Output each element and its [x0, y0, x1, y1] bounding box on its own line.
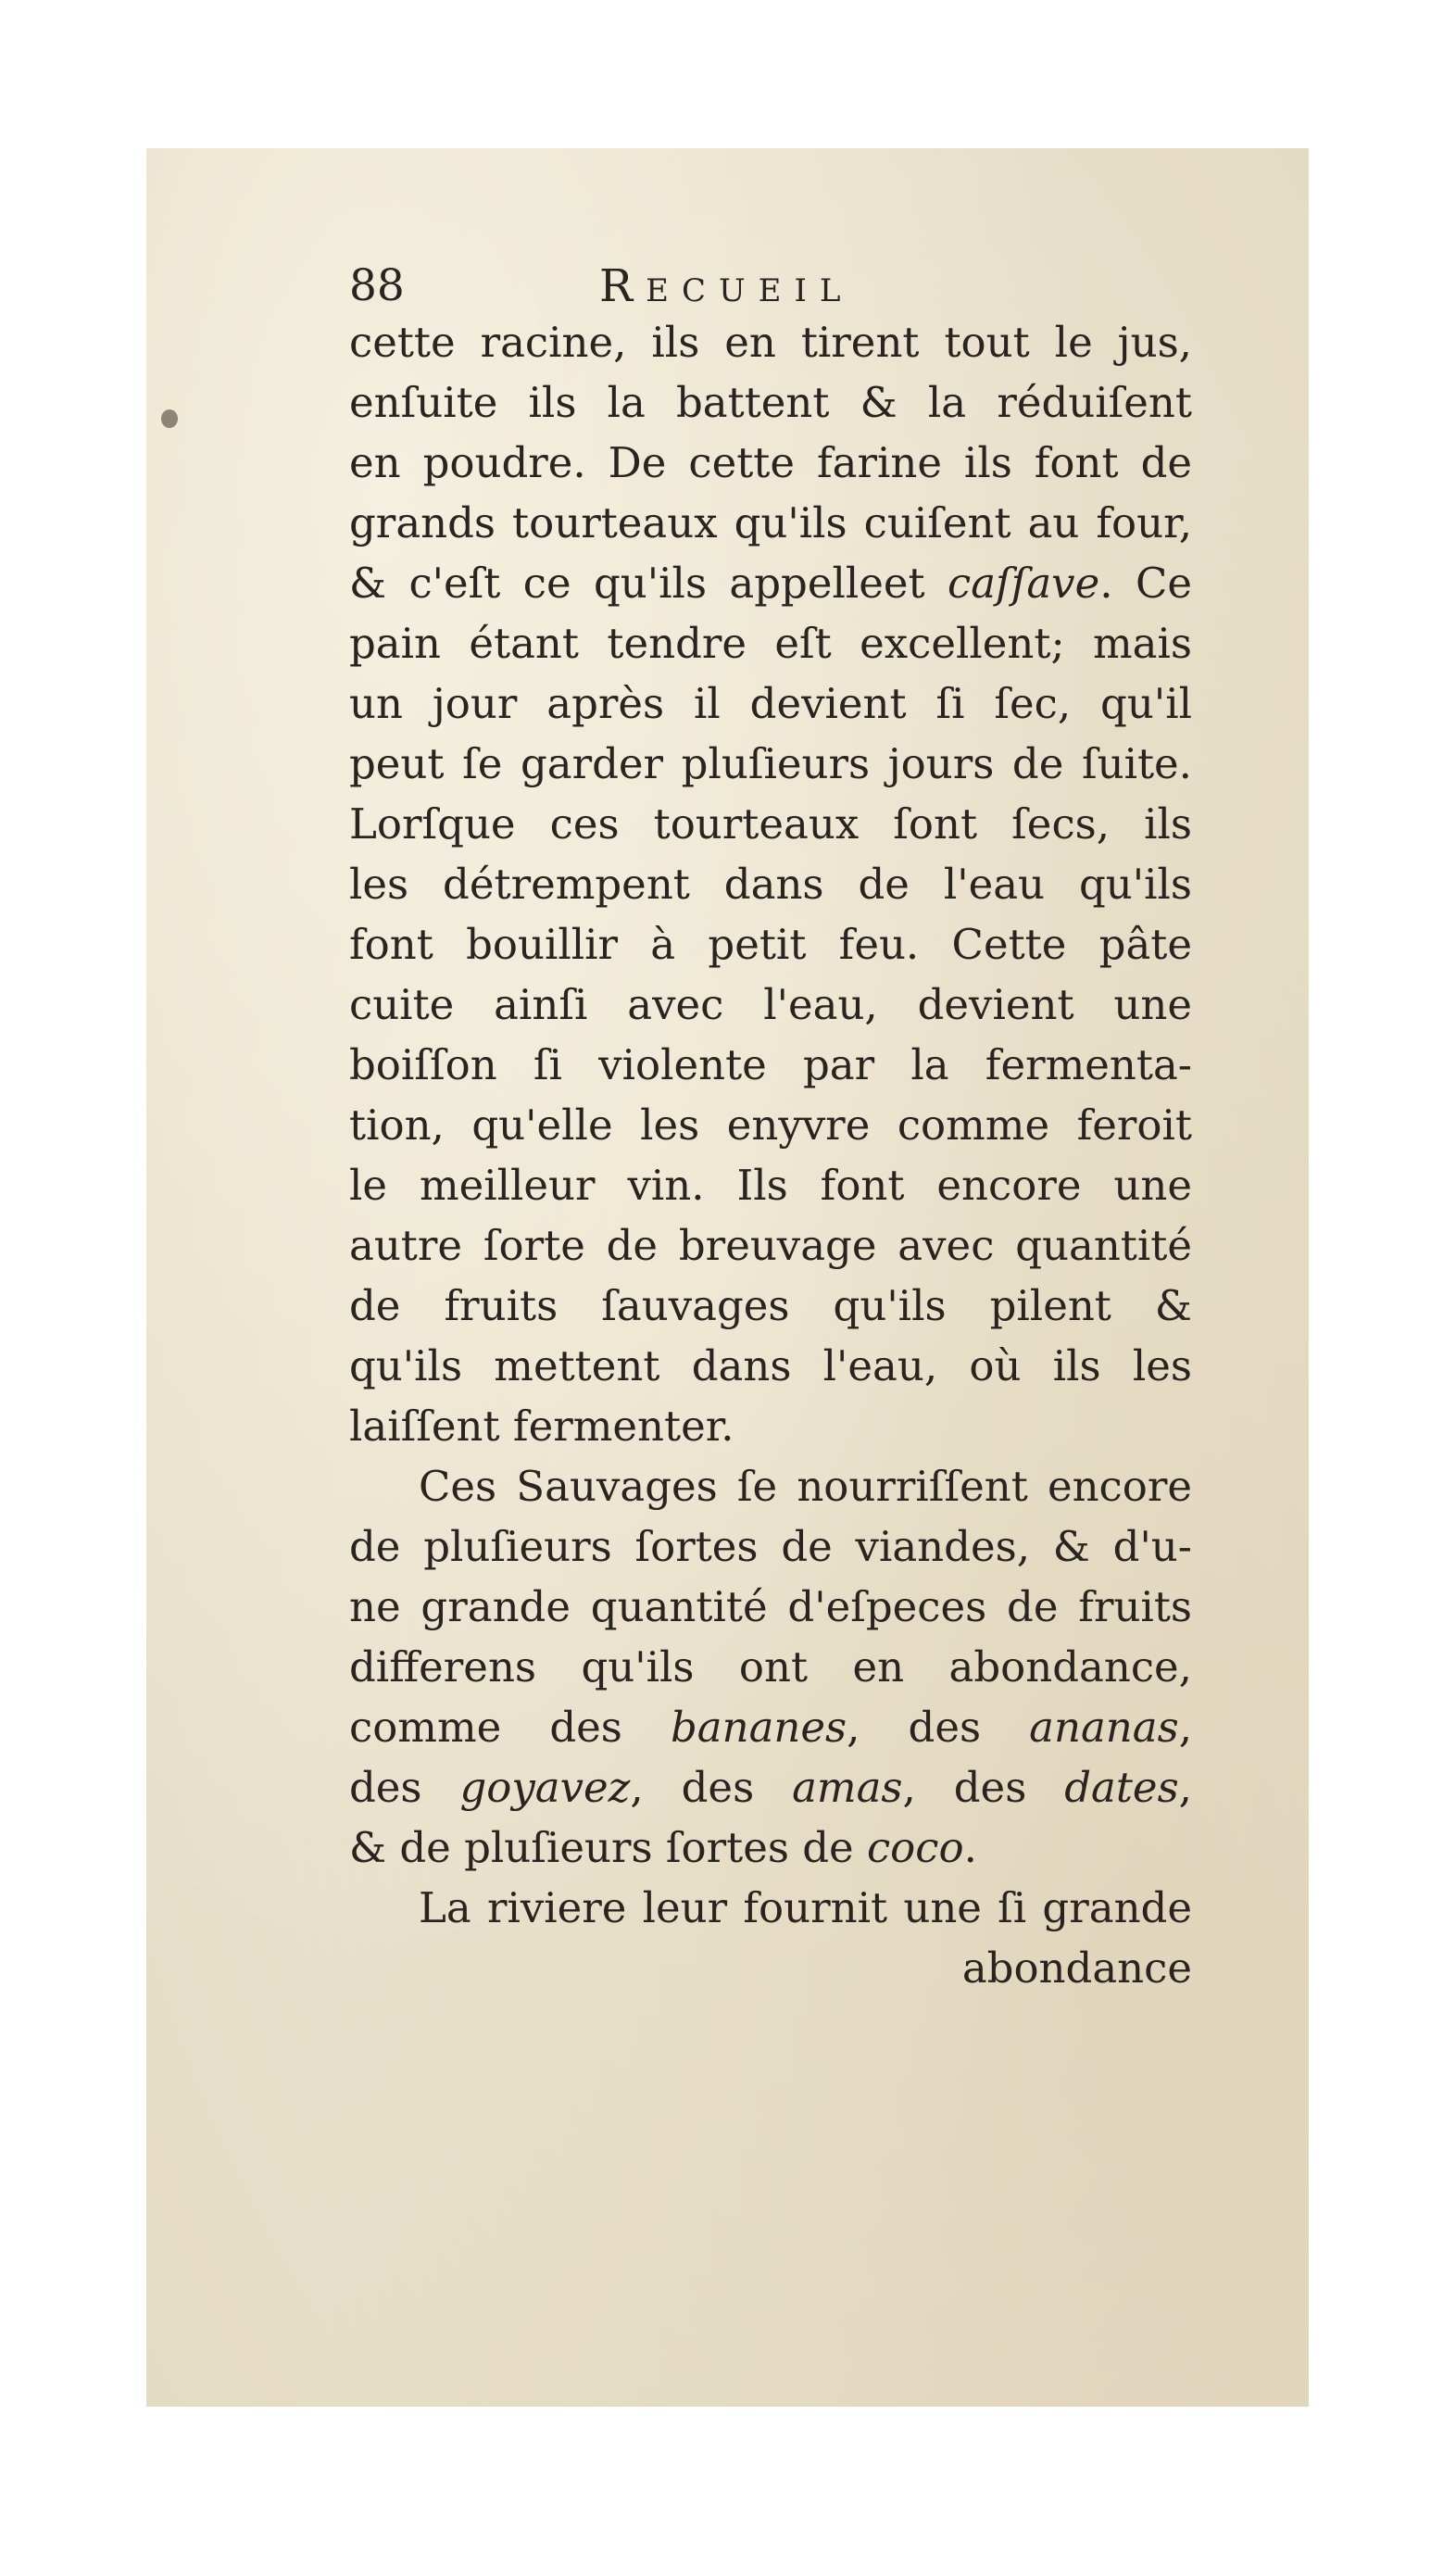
text-line: autre ſorte de breuvage avec quantité: [349, 1221, 1192, 1270]
page-header: [349, 260, 1192, 312]
text-line: tion, qu'elle les enyvre comme feroit: [349, 1100, 1192, 1150]
text-line: pain étant tendre eſt excellent; mais: [349, 619, 1192, 668]
text-line: font bouillir à petit feu. Cette pâte: [349, 920, 1192, 969]
text-line: les détrempent dans de l'eau qu'ils: [349, 860, 1192, 909]
text-line: differens qu'ils ont en abondance,: [349, 1642, 1192, 1692]
text-line: & de pluſieurs ſortes de coco.: [349, 1823, 977, 1872]
paragraph-3: [349, 1878, 1192, 1938]
text-line: un jour après il devient ſi ſec, qu'il: [349, 679, 1192, 728]
page-number: 88: [349, 260, 405, 311]
paragraph-1: [349, 312, 1192, 1456]
text-line: qu'ils mettent dans l'eau, où ils les: [349, 1341, 1192, 1390]
book-page: [146, 148, 1309, 2407]
paragraph-2: [349, 1456, 1192, 1878]
text-line: de pluſieurs ſortes de viandes, & d'u-: [349, 1522, 1192, 1571]
text-line: boiſſon ſi violente par la fermenta-: [349, 1040, 1192, 1089]
text-line: enſuite ils la battent & la réduiſent: [349, 378, 1192, 427]
catchword: abondance: [961, 1943, 1192, 1993]
text-line: cuite ainſi avec l'eau, devient une: [349, 980, 1192, 1029]
running-head: Recueil: [599, 260, 854, 312]
text-line: des goyavez, des amas, des dates,: [349, 1763, 1192, 1812]
text-line: ne grande quantité d'eſpeces de fruits: [349, 1582, 1192, 1631]
italic-term: coco: [866, 1823, 964, 1872]
text-line: & c'eſt ce qu'ils appelleet caſſave. Ce: [349, 559, 1193, 608]
page-text: [349, 260, 1192, 1998]
italic-term: bananes: [670, 1703, 847, 1752]
text-line: comme des bananes, des ananas,: [349, 1703, 1192, 1752]
text-line: laiſſent fermenter.: [349, 1402, 734, 1451]
text-line: Ces Sauvages ſe nourriſſent encore: [419, 1462, 1192, 1511]
text-line: La riviere leur fournit une ſi grande: [419, 1883, 1192, 1932]
text-line: en poudre. De cette farine ils font de: [349, 438, 1192, 487]
text-line: Lorſque ces tourteaux ſont ſecs, ils: [349, 799, 1192, 849]
text-line: grands tourteaux qu'ils cuiſent au four,: [349, 498, 1192, 547]
text-line: le meilleur vin. Ils font encore une: [349, 1161, 1192, 1210]
text-line: de fruits ſauvages qu'ils pilent &: [349, 1281, 1192, 1330]
italic-term: caſſave: [948, 559, 1100, 608]
italic-term: goyavez: [459, 1763, 631, 1812]
text-line: peut ſe garder pluſieurs jours de ſuite.: [349, 739, 1192, 788]
text-line: cette racine, ils en tirent tout le jus,: [349, 318, 1192, 367]
italic-term: amas: [792, 1763, 903, 1812]
italic-term: dates: [1064, 1763, 1179, 1812]
ink-spot: [161, 409, 178, 428]
italic-term: ananas: [1029, 1703, 1179, 1752]
